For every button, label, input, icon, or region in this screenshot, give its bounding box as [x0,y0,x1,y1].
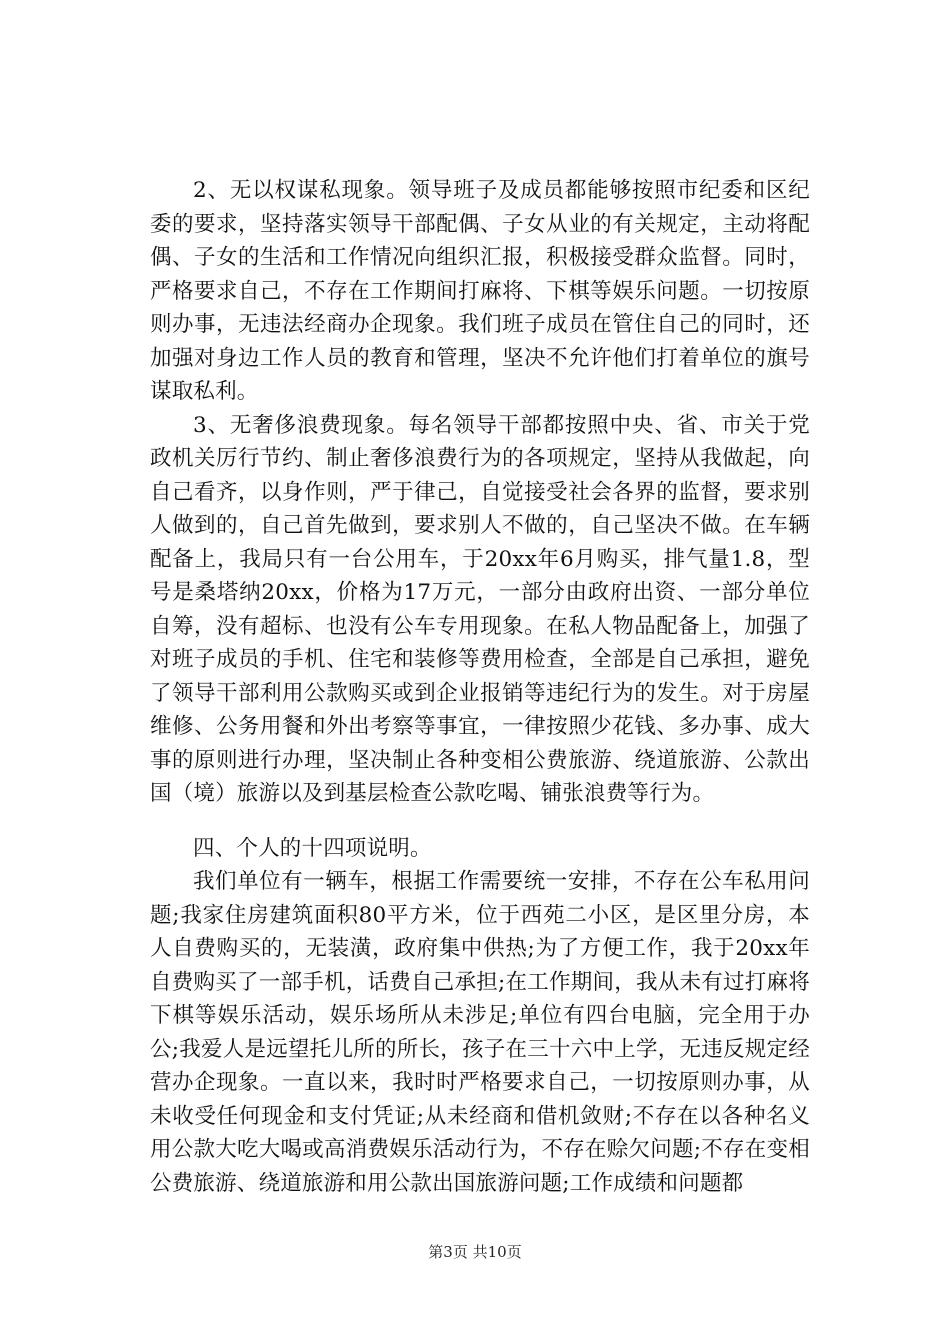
document-body [150,174,810,1200]
section-heading-personal-statement: 四、个人的十四项说明。 [193,835,432,861]
paragraph-no-abuse-of-power: 2、无以权谋私现象。领导班子及成员都能够按照市纪委和区纪委的要求，坚持落实领导干部配偶、子女从业的有关规定，主动将配偶、子女的生活和工作情况向组织汇报，积极接受群众监督。同时，严格要求自己，不存在工作期间打麻将、下棋等娱乐问题。一切按原则办事，无违法经商办企现象。我们班子成员在管住自己的同时，还加强对身边工作人员的教育和管理，坚决不允许他们打着单位的旗号谋取私利。 [150,178,810,404]
paragraph-personal-statement: 我们单位有一辆车，根据工作需要统一安排，不存在公车私用问题;我家住房建筑面积80平方米，位于西苑二小区，是区里分房，本人自费购买的，无装潢，政府集中供热;为了方便工作，我于20xx年自费购买了一部手机，话费自己承担;在工作期间，我从未有过打麻将下棋等娱乐活动，娱乐场所从未涉足;单位有四台电脑，完全用于办公;我爱人是远望托儿所的所长，孩子在三十六中上学，无违反规定经营办企现象。一直以来，我时时严格要求自己，一切按原则办事，从未收受任何现金和支付凭证;从未经商和借机敛财;不存在以各种名义用公款大吃大喝或高消费娱乐活动行为，不存在赊欠问题;不存在变相公费旅游、绕道旅游和用公款出国旅游问题;工作成绩和问题都 [150,869,810,1196]
paragraph-no-extravagance: 3、无奢侈浪费现象。每名领导干部都按照中央、省、市关于党政机关厉行节约、制止奢侈浪费行为的各项规定，坚持从我做起，向自己看齐，以身作则，严于律己，自觉接受社会各界的监督，要求别人做到的，自己首先做到，要求别人不做的，自己坚决不做。在车辆配备上，我局只有一台公用车，于20xx年6月购买，排气量1.8，型号是桑塔纳20xx，价格为17万元，一部分由政府出资、一部分单位自筹，没有超标、也没有公车专用现象。在私人物品配备上，加强了对班子成员的手机、住宅和装修等费用检查，全部是自己承担，避免了领导干部利用公款购买或到企业报销等违纪行为的发生。对于房屋维修、公务用餐和外出考察等事宜，一律按照少花钱、多办事、成大事的原则进行办理，坚决制止各种变相公费旅游、绕道旅游、公款出国（境）旅游以及到基层检查公款吃喝、铺张浪费等行为。 [150,412,810,806]
page-footer: 第3页 共10页 [428,1243,522,1261]
